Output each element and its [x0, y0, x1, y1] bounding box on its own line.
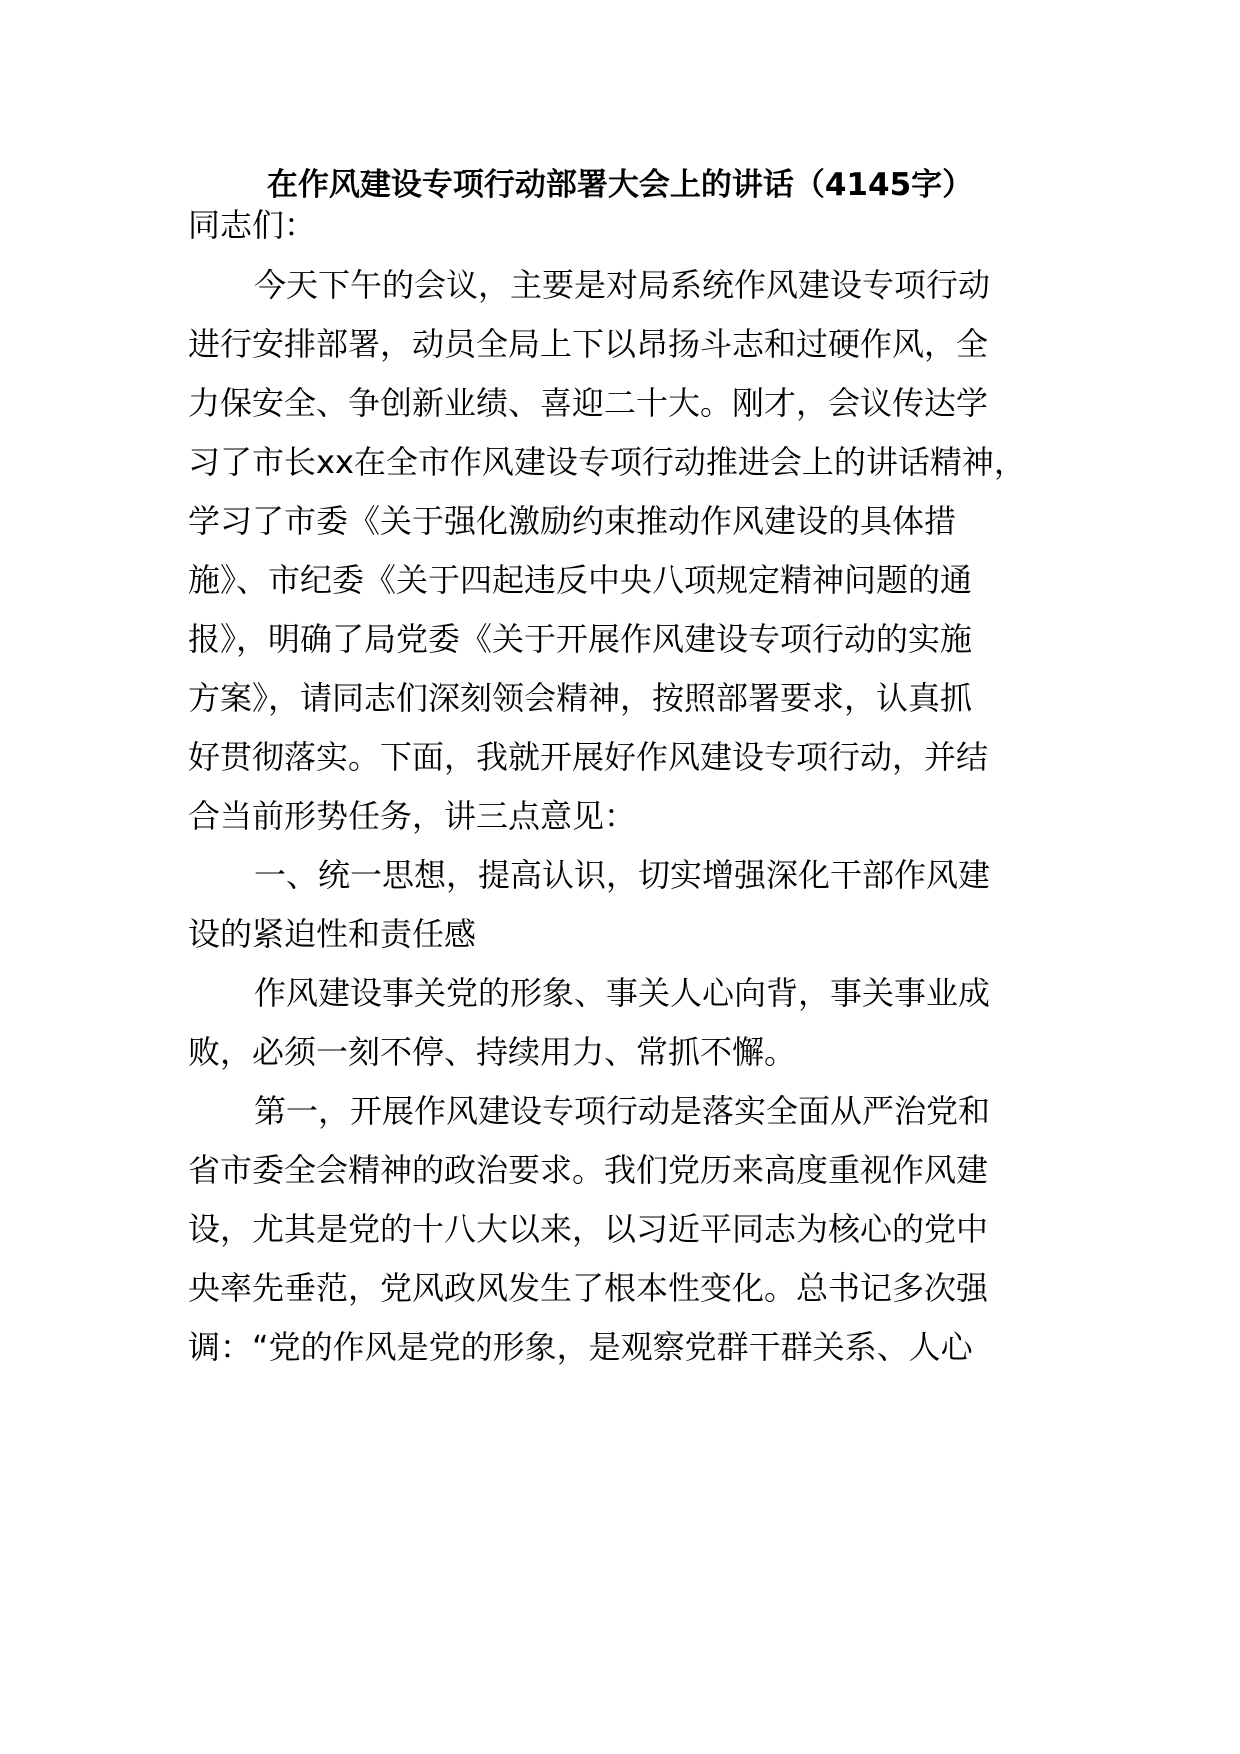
body-line: 作风建设事关党的形象、事关人心向背，事关事业成 — [254, 974, 991, 1012]
section-heading-line: 设的紧迫性和责任感 — [188, 915, 477, 953]
body-line: 方案》，请同志们深刻领会精神，按照部署要求，认真抓 — [188, 679, 973, 717]
body-line: 好贯彻落实。下面，我就开展好作风建设专项行动，并结 — [188, 738, 989, 776]
body-line: 学习了市委《关于强化激励约束推动作风建设的具体措 — [188, 502, 957, 540]
body-line: 力保安全、争创新业绩、喜迎二十大。刚才，会议传达学 — [188, 384, 989, 422]
body-line: 施》、市纪委《关于四起违反中央八项规定精神问题的通 — [188, 561, 973, 599]
body-line: 败，必须一刻不停、持续用力、常抓不懈。 — [188, 1033, 797, 1071]
section-heading-line: 一、统一思想，提高认识，切实增强深化干部作风建 — [254, 856, 991, 894]
body-line: 报》，明确了局党委《关于开展作风建设专项行动的实施 — [188, 620, 973, 658]
body-line: 省市委全会精神的政治要求。我们党历来高度重视作风建 — [188, 1151, 989, 1189]
body-line: 调：“党的作风是党的形象，是观察党群干群关系、人心 — [188, 1328, 973, 1366]
body-line: 设，尤其是党的十八大以来，以习近平同志为核心的党中 — [188, 1210, 989, 1248]
salutation: 同志们： — [188, 206, 317, 244]
body-line: 习了市长xx在全市作风建设专项行动推进会上的讲话精神， — [188, 443, 1026, 481]
document-title: 在作风建设专项行动部署大会上的讲话（4145字） — [266, 167, 974, 203]
body-line: 合当前形势任务，讲三点意见： — [188, 797, 637, 835]
body-line: 央率先垂范，党风政风发生了根本性变化。总书记多次强 — [188, 1269, 989, 1307]
body-line: 今天下午的会议，主要是对局系统作风建设专项行动 — [254, 266, 991, 304]
body-line: 进行安排部署，动员全局上下以昂扬斗志和过硬作风，全 — [188, 325, 989, 363]
body-line: 第一，开展作风建设专项行动是落实全面从严治党和 — [254, 1092, 991, 1130]
